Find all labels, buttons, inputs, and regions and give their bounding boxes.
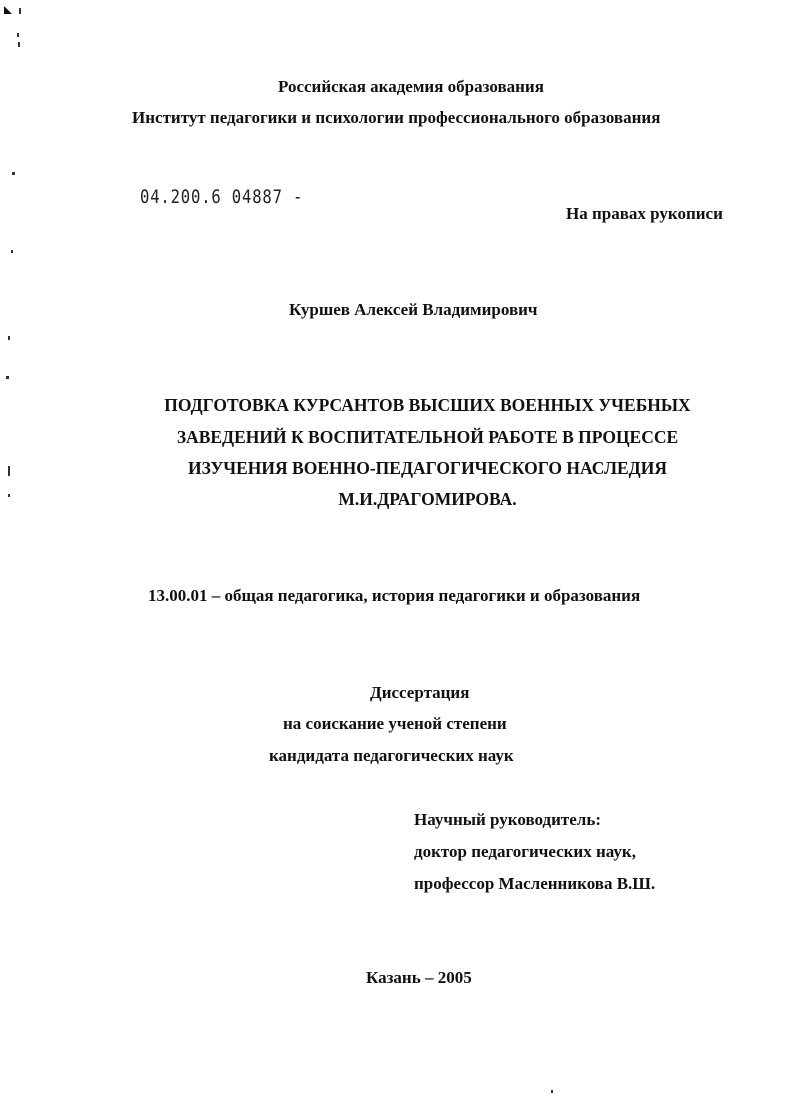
degree-purpose: на соискание ученой степени (283, 714, 507, 733)
scan-corner-mark (4, 6, 12, 14)
supervisor-degree: доктор педагогических наук, (414, 842, 636, 861)
scan-speck (19, 8, 21, 14)
dissertation-heading: Диссертация (370, 683, 470, 702)
scan-speck (8, 336, 10, 340)
scan-speck (18, 42, 20, 47)
dissertation-title-line: ИЗУЧЕНИЯ ВОЕННО-ПЕДАГОГИЧЕСКОГО НАСЛЕДИЯ (188, 458, 667, 478)
academy-name: Российская академия образования (278, 77, 544, 96)
scan-speck (551, 1090, 553, 1093)
author-name: Куршев Алексей Владимирович (289, 300, 538, 319)
supervisor-label: Научный руководитель: (414, 810, 601, 829)
dissertation-title-line: ПОДГОТОВКА КУРСАНТОВ ВЫСШИХ ВОЕННЫХ УЧЕБНЫХ (164, 395, 691, 415)
scan-speck (6, 376, 9, 379)
supervisor-name: профессор Масленникова В.Ш. (414, 874, 656, 893)
dissertation-title-line: М.И.ДРАГОМИРОВА. (338, 489, 517, 509)
institute-name: Институт педагогики и психологии профессионального образования (132, 108, 661, 127)
registration-stamp-number: 04.200.6 04887 - (140, 186, 304, 208)
scan-speck (12, 172, 15, 175)
specialty-code: 13.00.01 – общая педагогика, история педагогики и образования (148, 586, 641, 605)
degree-name: кандидата педагогических наук (269, 746, 514, 765)
manuscript-rights-notice: На правах рукописи (566, 204, 723, 223)
scan-speck (11, 250, 13, 253)
dissertation-title-line: ЗАВЕДЕНИЙ К ВОСПИТАТЕЛЬНОЙ РАБОТЕ В ПРОЦЕССЕ (176, 427, 679, 447)
city-year: Казань – 2005 (366, 968, 472, 987)
scan-speck (17, 33, 19, 37)
